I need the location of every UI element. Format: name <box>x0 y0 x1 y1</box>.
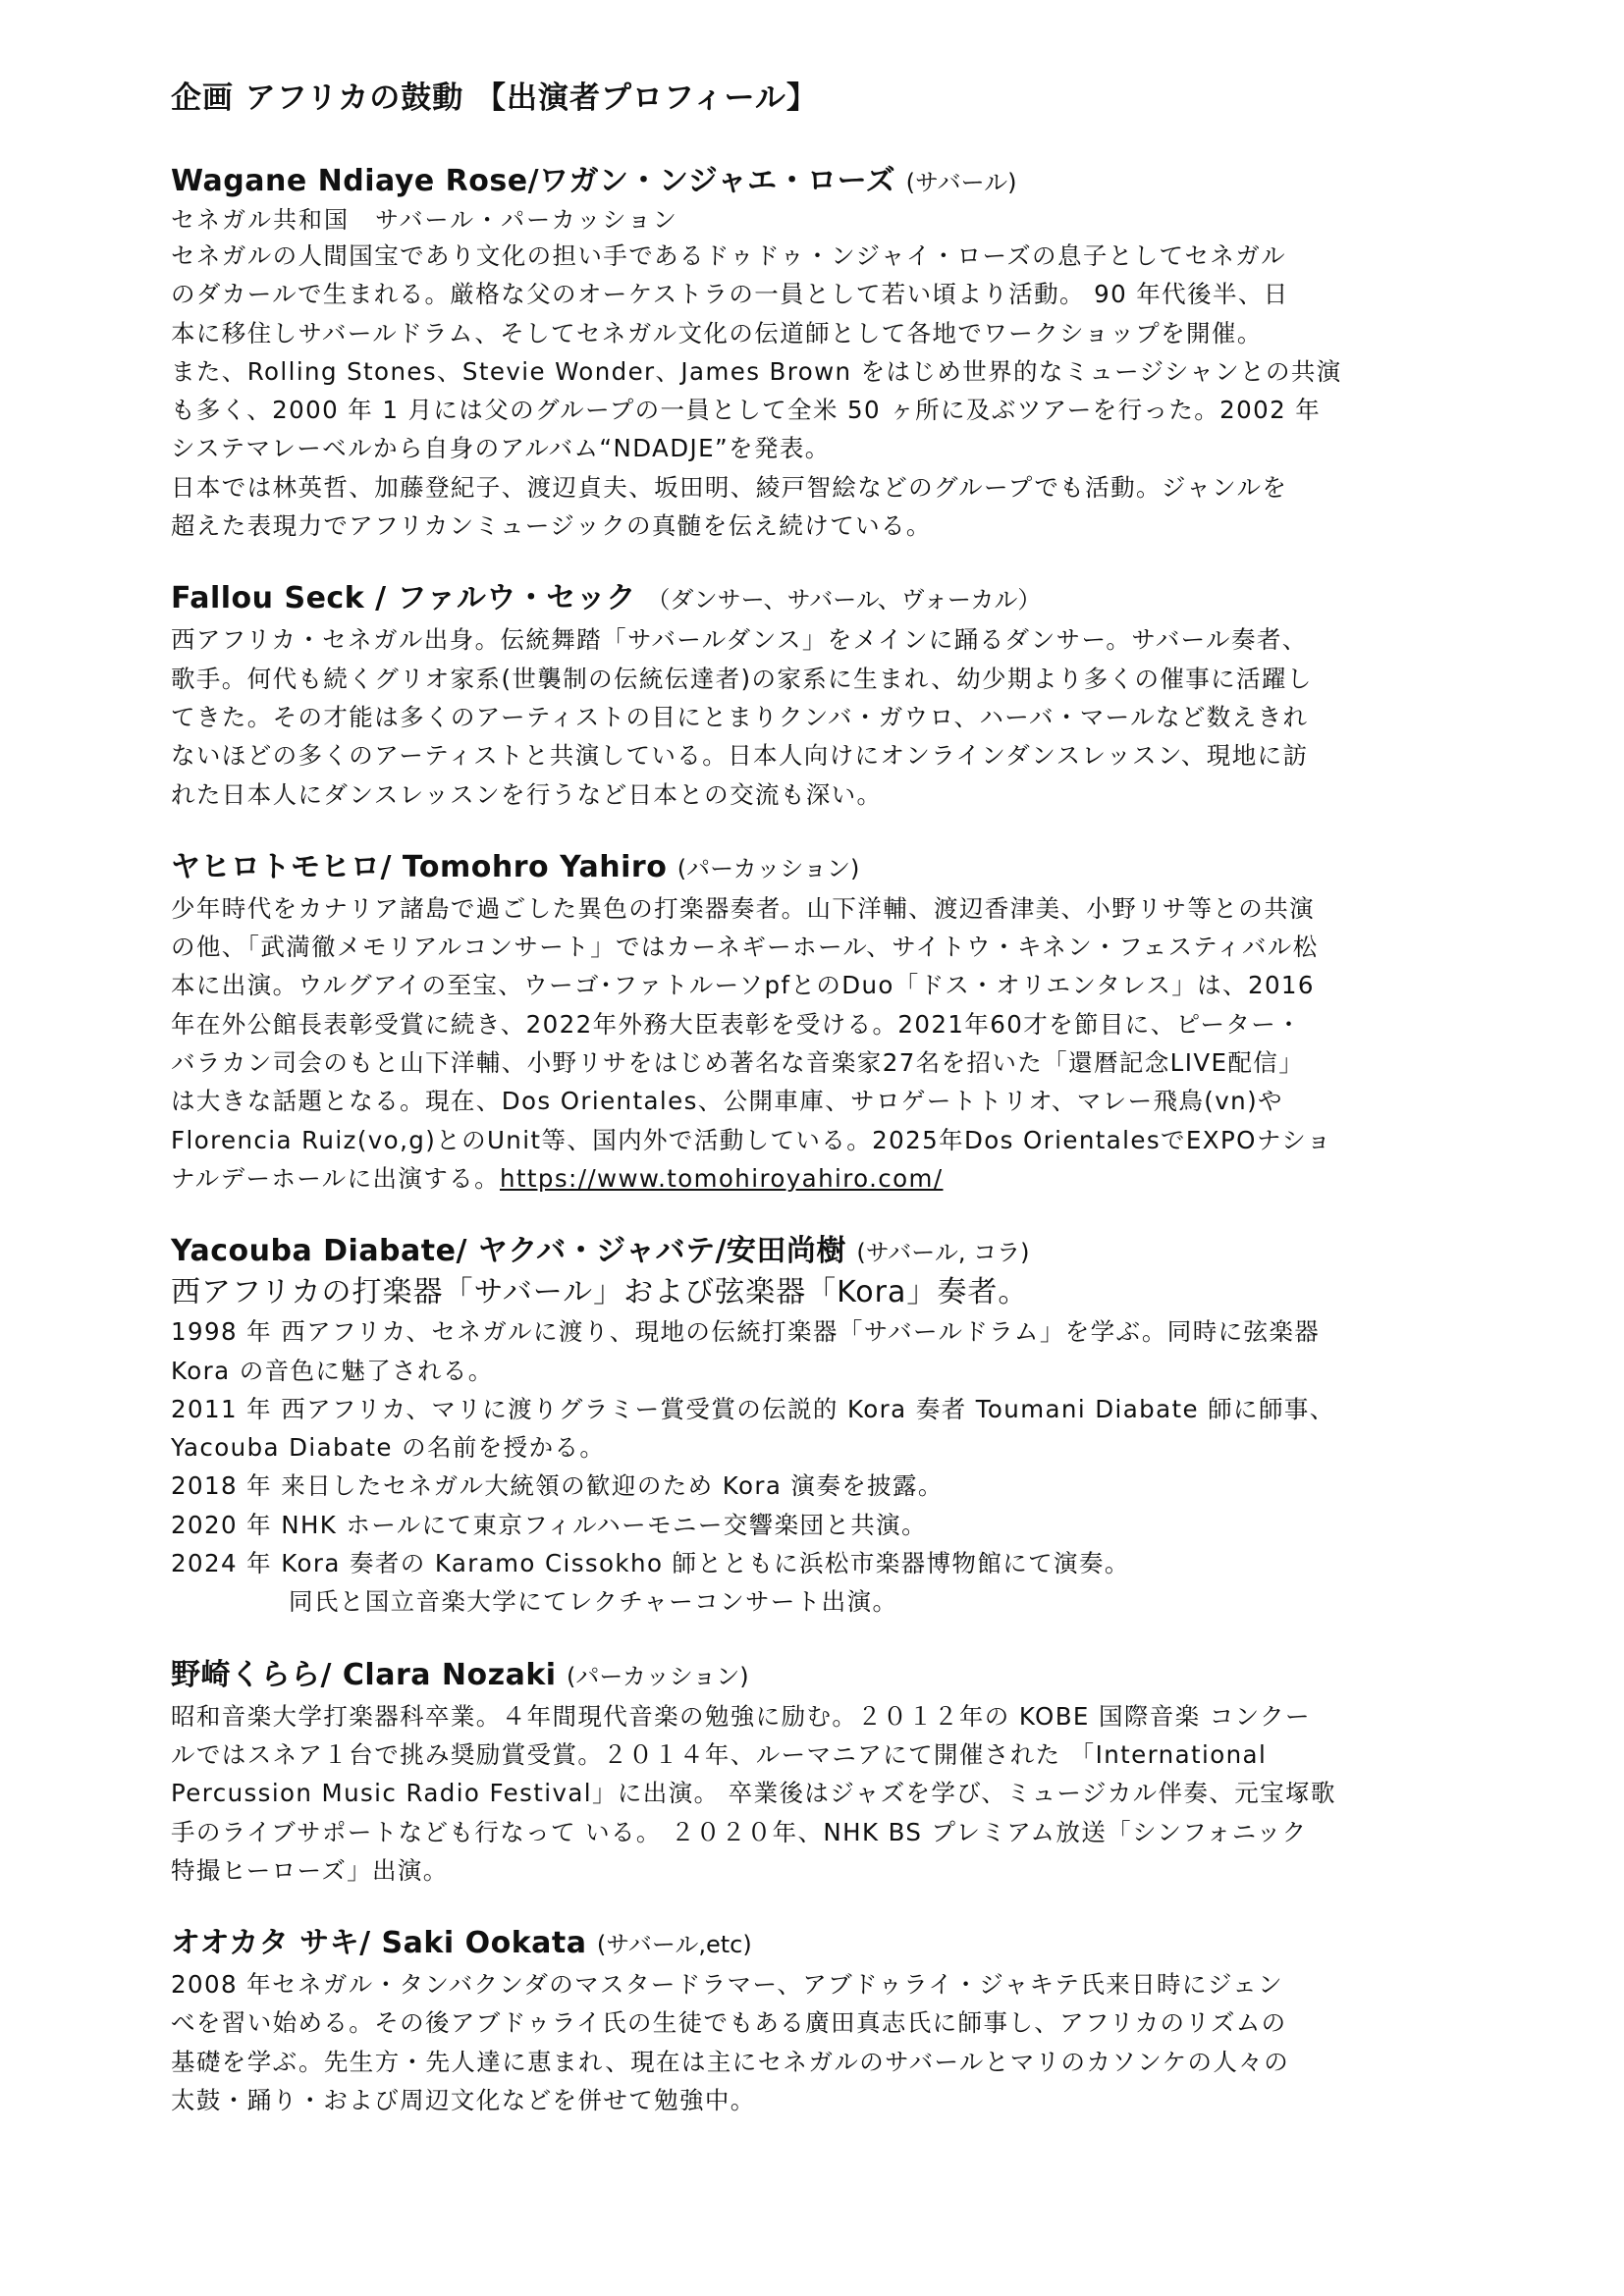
profile-header <box>171 1655 1477 1697</box>
bio-line: 基礎を学ぶ。先生方・先人達に恵まれ、現在は主にセネガルのサバールとマリのカソンケの人々の <box>171 2047 1290 2076</box>
profile-saki-ookata <box>171 1923 1477 2119</box>
profile-name: ヤヒロトモヒロ/ Tomohro Yahiro <box>171 849 668 884</box>
bio-line: Kora の音色に魅了される。 <box>171 1356 494 1385</box>
bio-line: 本に移住しサバールドラム、そしてセネガル文化の伝道師として各地でワークショップを開催。 <box>171 318 1263 347</box>
bio-line: 2024 年 Kora 奏者の Karamo Cissokho 師とともに浜松市楽器博物館にて演奏。 <box>171 1549 1130 1578</box>
profile-yacouba-diabate <box>171 1231 1477 1621</box>
bio-line: 昭和音楽大学打楽器科卒業。４年間現代音楽の勉強に励む。２０１２年の KOBE 国際音楽 コンクー <box>171 1701 1311 1731</box>
bio-line: Yacouba Diabate の名前を授かる。 <box>171 1433 606 1463</box>
profile-header <box>171 1923 1477 1965</box>
profile-name: 野崎くらら/ Clara Nozaki <box>171 1657 557 1692</box>
bio-line: ないほどの多くのアーティストと共演している。日本人向けにオンラインダンスレッスン、現地に訪 <box>171 741 1309 771</box>
profile-bio <box>171 1697 1477 1890</box>
profile-tomohiro-yahiro <box>171 847 1477 1198</box>
bio-line: 西アフリカ・セネガル出身。伝統舞踏「サバールダンス」をメインに踊るダンサー。サバール奏者、 <box>171 625 1308 655</box>
bio-line: バラカン司会のもと山下洋輔、小野リサをはじめ著名な音楽家27名を招いた「還暦記念LIVE配信」 <box>171 1048 1305 1078</box>
bio-line: 1998 年 西アフリカ、セネガルに渡り、現地の伝統打楽器「サバールドラム」を学ぶ。同時に弦楽器 <box>171 1317 1321 1347</box>
profile-role: （ダンサー、サバール、ヴォーカル） <box>646 586 1042 614</box>
profile-tagline: 西アフリカの打楽器「サバール」および弦楽器「Kora」奏者。 <box>171 1275 1029 1310</box>
bio-line: ナルデーホールに出演する。 <box>171 1163 500 1193</box>
bio-line: 特撮ヒーローズ」出演。 <box>171 1855 449 1885</box>
bio-line: また、Rolling Stones、Stevie Wonder、James Brown をはじめ世界的なミュージシャンとの共演 <box>171 356 1342 386</box>
bio-line: 超えた表現力でアフリカンミュージックの真髄を伝え続けている。 <box>171 511 932 541</box>
profile-header <box>171 161 1477 203</box>
profile-bio <box>171 237 1477 545</box>
bio-line: も多く、2000 年 1 月には父のグループの一員として全米 50 ヶ所に及ぶツアーを行った。2002 年 <box>171 396 1322 425</box>
bio-line: れた日本人にダンスレッスンを行うなど日本との交流も深い。 <box>171 779 883 809</box>
profile-role: (サバール,etc) <box>596 1931 752 1959</box>
bio-line: べを習い始める。その後アブドゥライ氏の生徒でもある廣田真志氏に師事し、アフリカのリズムの <box>171 2008 1287 2038</box>
profile-bio <box>171 889 1477 1198</box>
bio-line-indented: 同氏と国立音楽大学にてレクチャーコンサート出演。 <box>289 1587 898 1617</box>
profile-bio <box>171 1965 1477 2119</box>
bio-line: システマレーベルから自身のアルバム“NDADJE”を発表。 <box>171 434 831 463</box>
bio-line: 日本では林英哲、加藤登紀子、渡辺貞夫、坂田明、綾戸智絵などのグループでも活動。ジャンルを <box>171 472 1288 502</box>
profile-bio <box>171 1312 1477 1621</box>
profile-role: (パーカッション) <box>567 1662 749 1690</box>
profile-name: Yacouba Diabate/ ヤクバ・ジャバテ/安田尚樹 <box>171 1234 846 1269</box>
profile-role: (パーカッション) <box>677 854 860 882</box>
profile-header <box>171 847 1477 889</box>
bio-line: は大きな話題となる。現在、Dos Orientales、公開車庫、サロゲートトリオ、マレー飛鳥(vn)や <box>171 1087 1283 1116</box>
bio-line: ルではスネア１台で挑み奨励賞受賞。２０１４年、ルーマニアにて開催された 「International <box>171 1739 1268 1769</box>
profile-clara-nozaki <box>171 1655 1477 1890</box>
bio-line: 2020 年 NHK ホールにて東京フィルハーモニー交響楽団と共演。 <box>171 1510 927 1539</box>
profile-header <box>171 1231 1477 1273</box>
profile-bio <box>171 620 1477 813</box>
page-title: 企画 アフリカの鼓動 【出演者プロフィール】 <box>171 80 818 116</box>
profile-role: (サバール) <box>905 169 1017 196</box>
website-link[interactable]: https://www.tomohiroyahiro.com/ <box>499 1163 944 1193</box>
profile-name: Wagane Ndiaye Rose/ワガン・ンジャエ・ローズ <box>171 164 896 198</box>
profile-name: Fallou Seck / ファルウ・セック <box>171 581 636 616</box>
bio-line: Florencia Ruiz(vo,g)とのUnit等、国内外で活動している。2025年Dos OrientalesでEXPOナショ <box>171 1125 1332 1154</box>
bio-line: 太鼓・踊り・および周辺文化などを併せて勉強中。 <box>171 2085 756 2114</box>
bio-line: の他、「武満徹メモリアルコンサート」ではカーネギーホール、サイトウ・キネン・フェスティバル松 <box>171 933 1319 962</box>
profile-wagane-ndiaye-rose <box>171 161 1477 545</box>
bio-line: のダカールで生まれる。厳格な父のオーケストラの一員として若い頃より活動。 90 年代後半、日 <box>171 280 1289 309</box>
bio-line: 本に出演。ウルグアイの至宝、ウーゴ･ファトルーソpfとのDuo「ドス・オリエンタレス」は、2016 <box>171 971 1315 1000</box>
bio-line: 2011 年 西アフリカ、マリに渡りグラミー賞受賞の伝説的 Kora 奏者 Toumani Diabate 師に師事、 <box>171 1394 1335 1423</box>
bio-line: セネガルの人間国宝であり文化の担い手であるドゥドゥ・ンジャイ・ローズの息子としてセネガル <box>171 241 1287 270</box>
bio-line: Percussion Music Radio Festival」に出演。 卒業後はジャズを学び、ミュージカル伴奏、元宝塚歌 <box>171 1779 1336 1808</box>
bio-line: 2008 年セネガル・タンバクンダのマスタードラマー、アブドゥライ・ジャキテ氏来日時にジェン <box>171 1970 1284 2000</box>
profile-role: (サバール, コラ) <box>856 1239 1030 1267</box>
profile-subtitle: セネガル共和国 サバール・パーカッション <box>171 206 678 234</box>
bio-line: 年在外公館長表彰受賞に続き、2022年外務大臣表彰を受ける。2021年60才を節目に、ピーター・ <box>171 1009 1303 1039</box>
profile-header <box>171 578 1477 620</box>
profile-fallou-seck <box>171 578 1477 813</box>
bio-line: 少年時代をカナリア諸島で過ごした異色の打楽器奏者。山下洋輔、渡辺香津美、小野リサ等との共演 <box>171 893 1316 923</box>
profile-name: オオカタ サキ/ Saki Ookata <box>171 1926 587 1961</box>
bio-line: 手のライブサポートなども行なって いる。 ２０２０年、NHK BS プレミアム放送「シンフォニック <box>171 1817 1308 1846</box>
bio-line: てきた。その才能は多くのアーティストの目にとまりクンバ・ガウロ、ハーバ・マールなど数えきれ <box>171 702 1309 731</box>
bio-line: 歌手。何代も続くグリオ家系(世襲制の伝統伝達者)の家系に生まれ、幼少期より多くの催事に活躍し <box>171 664 1313 693</box>
bio-line: 2018 年 来日したセネガル大統領の歓迎のため Kora 演奏を披露。 <box>171 1471 944 1501</box>
